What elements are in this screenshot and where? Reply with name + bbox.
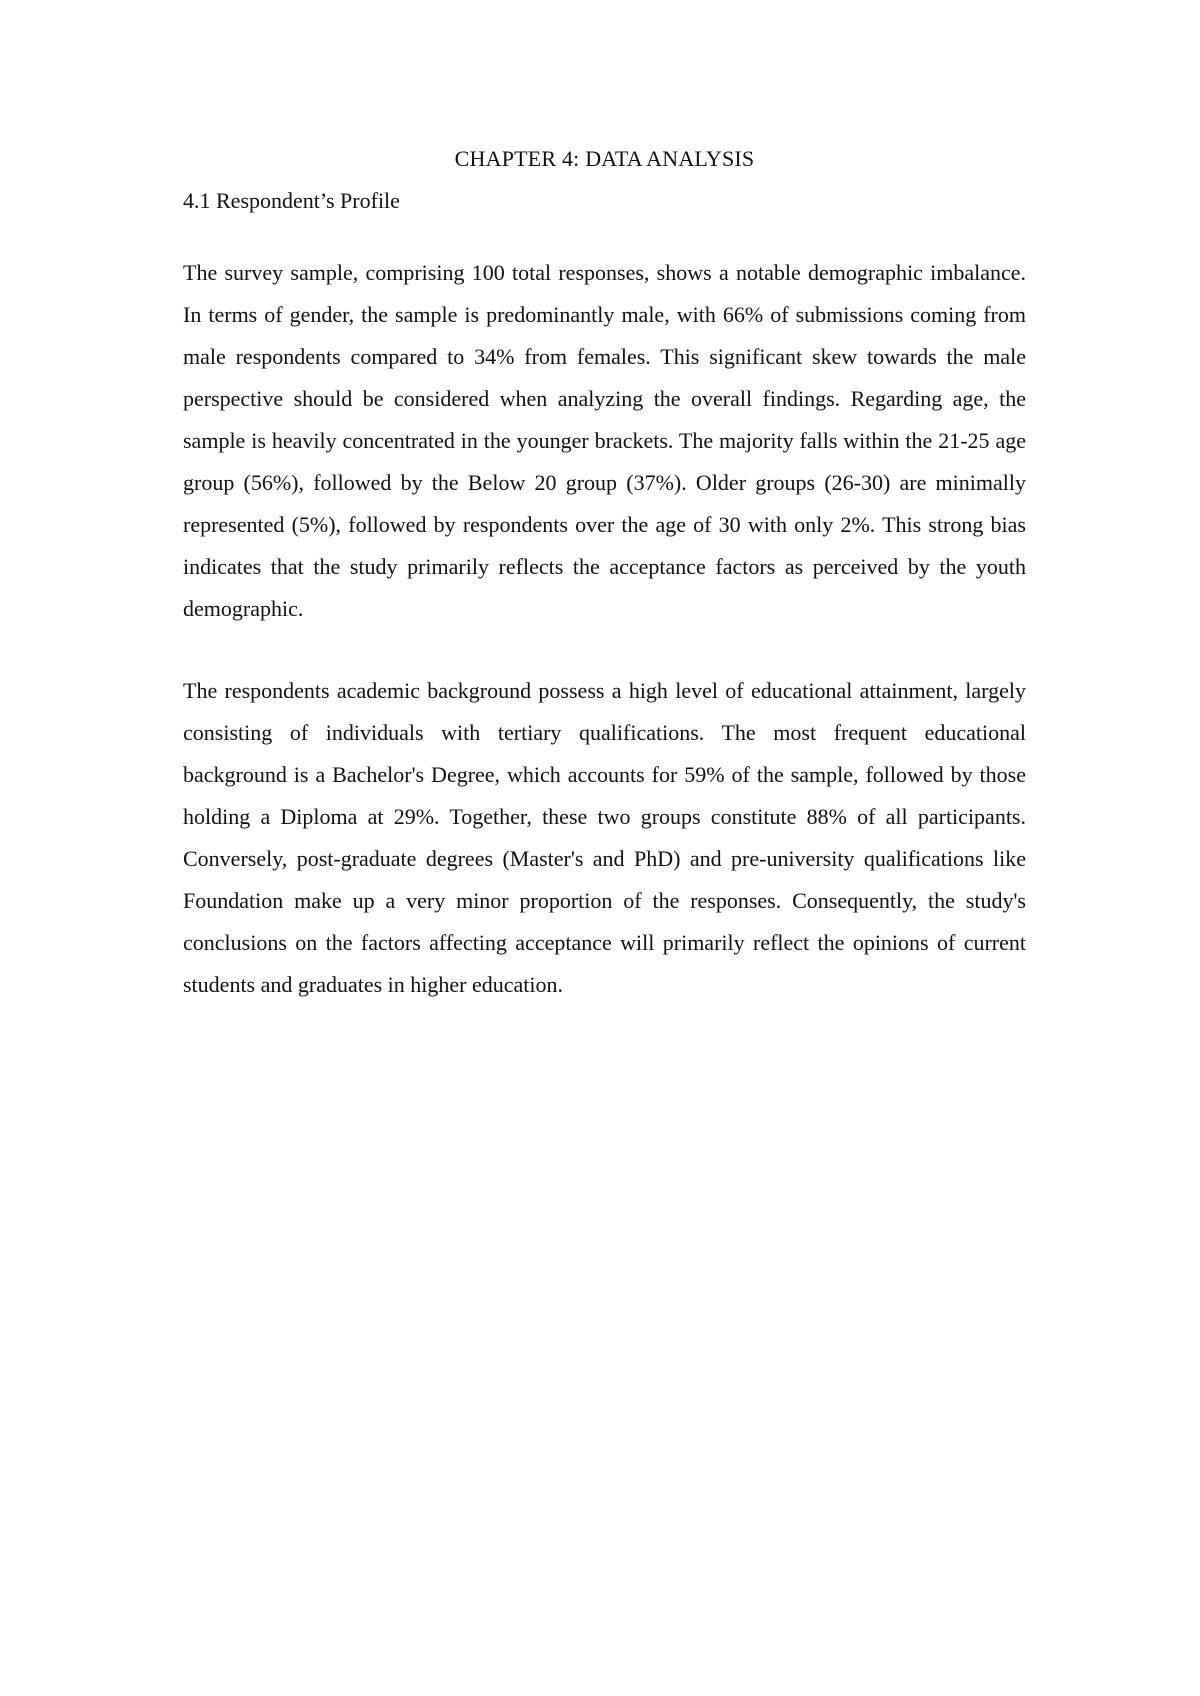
section-heading: 4.1 Respondent’s Profile	[183, 188, 400, 213]
paragraph-academic-background: The respondents academic background possess a high level of educational attainment, largely consisting of individuals with tertiary qualifications. The most frequent educational background is a Bachelor's Degree, which accounts for 59% of the sample, followed by those holding a Diploma at 29%. Together, these two groups constitute 88% of all participants. Conversely, post-graduate degrees (Master's and PhD) and pre-university qualifications like Foundation make up a very minor proportion of the responses. Consequently, the study's conclusions on the factors affecting acceptance will primarily reflect the opinions of current students and graduates in higher education.	[183, 678, 1026, 997]
paragraph-respondent-demographics: The survey sample, comprising 100 total responses, shows a notable demographic imbalance. In terms of gender, the sample is predominantly male, with 66% of submissions coming from male respondents compared to 34% from females. This significant skew towards the male perspective should be considered when analyzing the overall findings. Regarding age, the sample is heavily concentrated in the younger brackets. The majority falls within the 21-25 age group (56%), followed by the Below 20 group (37%). Older groups (26-30) are minimally represented (5%), followed by respondents over the age of 30 with only 2%. This strong bias indicates that the study primarily reflects the acceptance factors as perceived by the youth demographic.	[183, 260, 1026, 621]
page-content	[183, 144, 1026, 1006]
chapter-title: CHAPTER 4: DATA ANALYSIS	[454, 146, 755, 171]
